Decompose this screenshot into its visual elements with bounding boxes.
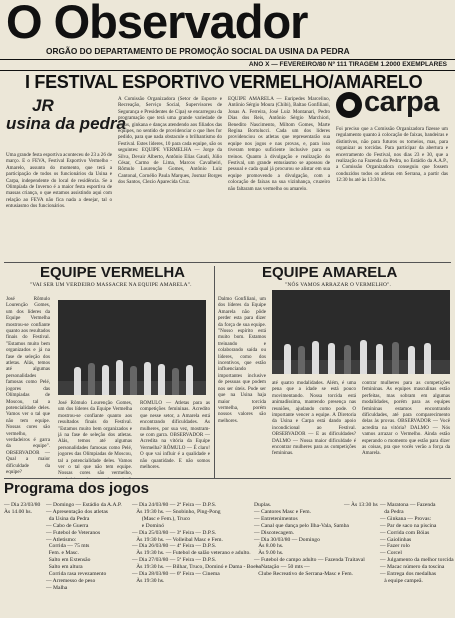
- programa-heading: Programa dos jogos: [4, 480, 150, 497]
- festival-column-2: A Comissão Organizadora (Setor de Esporte e Recreação, Serviço Social, Supervisores de Segurança e Presidentes de Cipa) se encarregou da programação que terá uma grande variedade de jogos, ginkana e danças atendendo aos filiados das equipes, no sentido de providenciar o que lhes for pedido, para que nada obstacule o brilhantismo do Festival. Estes líderes, 10 para cada equipe, são os seguintes: EQUIPE VERMELHA — Jorge da Silva, Devair Alberto, Antônio Elias Gaudi, Júlio César, Carmo de Lima, Marcos Cavalheiri, Rômulo Lourenção Gomes, Antônio Luiz Cantonal, Cornélio Paula Marques, Josmar Borges dos Santos, Clezio Aparecida Cruz.: [118, 96, 222, 186]
- carpa-logo-icon: [336, 92, 362, 118]
- vermelha-team-photo: [58, 300, 206, 395]
- issue-info: ANO X — FEVEREIRO/80 Nº 111 TIRAGEM 1.2000 EXEMPLARES: [248, 61, 447, 68]
- issue-bar: [0, 59, 455, 71]
- section-divider-bottom: [4, 478, 451, 479]
- vermelha-subtitle: "VAI SER UM VERDEIRO MASSACRE NA EQUIPE AMARELA".: [30, 282, 192, 288]
- masthead: [0, 0, 455, 62]
- programa-column-2: — Domingo — Estádio da A.A.P. — Apresentação dos atletas da Usina da Pedra — Cabo de Guerra — Futebol de Veteranos — Atletismo: Corrida — 75 mts Fem. e Masc. Salto em Extensão Salto em altura Corrida rasa revezamento — Arremesso de peso — Malha: [46, 502, 122, 591]
- vermelha-column-2a: José Rômulo Lourenção Gomes, um dos líderes da Equipe Vermelha mostrou-se confiante quanto aos resultados finais do Festival. "Estamos muito bem organizados e já na fase de seleção dos atletas. Alás, temos até algumas personalidades famosas como Pelé, jogores das Olímpiadas de Moscou, tal a potencialidade deles. Vamos ver o tal que não tem equipe. Nossas cores são vermelho,: [58, 400, 132, 477]
- programa-column-3: — Dia 24/03/80 — 2ª Feira — D.P.S. Às 19:30 hs. — Snobinho, Ping-Pong (Masc e Fem.), Truco e Dominó — Dia 25/03/80 — 3ª Feira — D.P.S. Às 19:30 hs. — Volleibal Masc e Fem. — Dia 26/03/80 — 4ª Feira — D.P.S. Às 19:30 hs. — Futebol de salão veterano e adulto. — Dia 27/03/80 — 5ª Feira — D.P.S. Às 19:30 hs. — Bilhar, Truco, Dominó e Dama - Bocha — Dia 28/03/80 — 6ª Feira — Cinema Às 19:30 hs.: [132, 502, 262, 584]
- festival-headline: I FESTIVAL ESPORTIVO VERMELHO/AMARELO: [25, 72, 423, 92]
- vermelha-column-2b: RÔMULO — Atletas para as competições femininas. Acredito que nesse setor, a Amarela está encontrando dificuldades. As mulheres, por sua vez, mostram-se com garra. OBSERVADOR — Acredita na vitória da Equipe Vermelha? RÔMULO — É claro! O que vai influir é a qualidade e não quantidade. E não somos melhores.: [140, 400, 210, 471]
- amarela-column-3: contrar mulheres para as competições femininas. As equipes masculinas estão perfeitas, mas sobram em algumas modalidades, porém para as equipes femininas estamos encontrando dificuldades, até para comparecimento delas às provas. OBSERVADOR — Você acredita na vitória? DALMO — Nós vamos arrazar o Vermelho. Ainda estão esperando o momento que estão para dizer as coisas, pra que vocês verão a força da Amarela.: [362, 380, 450, 457]
- vermelha-column-1: José Rômulo Lourenção Gomes, um dos líderes da Equipe Vermelha mostrou-se confiante quanto aos resultados finais do Festival. "Estamos muito bem organizados e já na fase de seleção dos atletas. Alás, temos até algumas personalidades famosas como Pelé, jogores das Olímpiadas de Moscou, tal a potencialidade deles. Vamos ver o tal que não tem equipe. Nossas cores são vermelho, verdadeiros é garra da equipe". OBSERVADOR — Qual a maior dificuldade da equipe?: [6, 296, 50, 475]
- amarela-heading: EQUIPE AMARELA: [262, 264, 398, 281]
- amarela-team-photo: [272, 290, 450, 374]
- festival-column-1: Uma grande festa esportiva aconteceu de 23 a 26 de março. E o FEVA, Festival Esportivo Vermelho - Amarelo, assunto do momento, que terá a participação de todos os funcionários da Usina e Carpa, independente do local de residência. Se a Olimpíada de Inverno é a maior festa esportiva de massas criança, o que estamos assistindo aqui com relação ao FEVA não fica nada a desejar, tal o entusiasmo dos funcionários.: [6, 152, 112, 210]
- usina-logo: [4, 96, 126, 146]
- programa-column-1: — Dia 23/03/80 Às 14.00 hs.: [4, 502, 41, 515]
- section-divider: [4, 262, 451, 263]
- carpa-logo: [336, 86, 446, 122]
- amarela-column-2: até quatro modalidades. Além, é uma pena que a idade se está pouco movimentando. Nossa torcida está animadíssima, mantendo presença nas reuniões, ajudando como pode. O importante vencer a equipe. A Diretoria da Usina e Carpa está dando apoio incondicional ao Festival. OBSERVADOR — E as dificuldades? DALMO — Nossa maior dificuldade é encontrar mulheres para as competições femininas.: [272, 380, 356, 457]
- usina-logo-mark: JR: [32, 96, 54, 115]
- vermelha-heading: EQUIPE VERMELHA: [40, 264, 186, 281]
- programa-column-6: — Maratona — Fazenda da Pedra — Ginkana — Provas: — Par de saco na piscina — Corrida com Bóias — Gaiolinhas — Fazer rolo — Corcel — Julgamento da melhor torcida — Macac número da toscina — Entrega dos medalhas à equipe campeã.: [380, 502, 454, 584]
- programa-column-5: — Às 13:30 hs: [344, 502, 378, 508]
- programa-column-4: Duplas. — Cantores Masc e Fem. — Entretenimentos — Canal que dança pelo Ilha-Vala, Samba — Discotecagem. — Dia 30/03/80 — Domingo Às 8.00 hs. Às 9.00 hs. — Futebol de campo adulto — Fazenda Traitaval — Natação — 50 mts — Clube Recreativo de Serrana-Masc e Fem.: [254, 502, 365, 578]
- usina-logo-name: usina da pedra: [6, 114, 126, 133]
- amarela-subtitle: "NÓS VAMOS ARRAZAR O VERMELHO".: [284, 282, 391, 288]
- amarela-column-1: Dalmo Gonfiliani, um dos líderes da Equipe Amarela não pôde perder esta para dizer da força de sua equipe. "Nosso espírito está muito bom. Estamos treinando e colaborando saída ou líderes, como dos incentivos, que estão influenciando importantes inclusive de pessoas que podem nos ser úteis. Pode ser que na Usina haja maior torcida vermelha, porém nossos valores são melhores.: [218, 296, 266, 424]
- festival-column-3: EQUIPE AMARELA — Euripedes Marcelino, Antônio Sérgio Moura (Chibi), Baltao Gonfiliani, Jonas A. Ferreira, José Luiz Montanari, Pedro Dias dos Reis, Antônio Sérgio Marchiori, Benedito Nascimento, Miltom Gomes, Marte Regina Bortolucci. Cada um dos líderes providenciou os atletas que representarão sua equipe nos jogos e nas provas, e, para isso tiveram tempo suficiente inclusive para os treinos. Quanto à divulgação e realização do Festival, um grande entusiasmo se apossou de pessoal e cada qual já procurou se alistar em sua equipe promovendo a divulgação, com a colocação de faixas na sua vizinhança, cruzeiro não faltaram nas vermelho ou amarelo.: [228, 96, 330, 192]
- newspaper-title: O Observador: [6, 0, 308, 48]
- newspaper-subtitle: ORGÃO DO DEPARTAMENTO DE PROMOÇÃO SOCIAL DA USINA DA PEDRA: [46, 46, 350, 56]
- carpa-logo-name: carpa: [364, 86, 439, 118]
- festival-column-4: Foi preciso que a Comissão Organizadora fizesse um regulamento quanto à colocação de faixas, bandeiras e distintivos, não para futuros os torneios, mas, para organizar as torcidas. Para participar da abertura e encerramento do Festival, nos dias 23 e 30, que a realização na Fazenda da Pedra, no Estádio da A.A.P., a Comissão Organizadora conseguiu que fossem conduzidos todos os atletas em Serrana, a partir das 12:30 hs até às 13:30 hs.: [336, 126, 448, 184]
- column-divider: [214, 266, 215, 478]
